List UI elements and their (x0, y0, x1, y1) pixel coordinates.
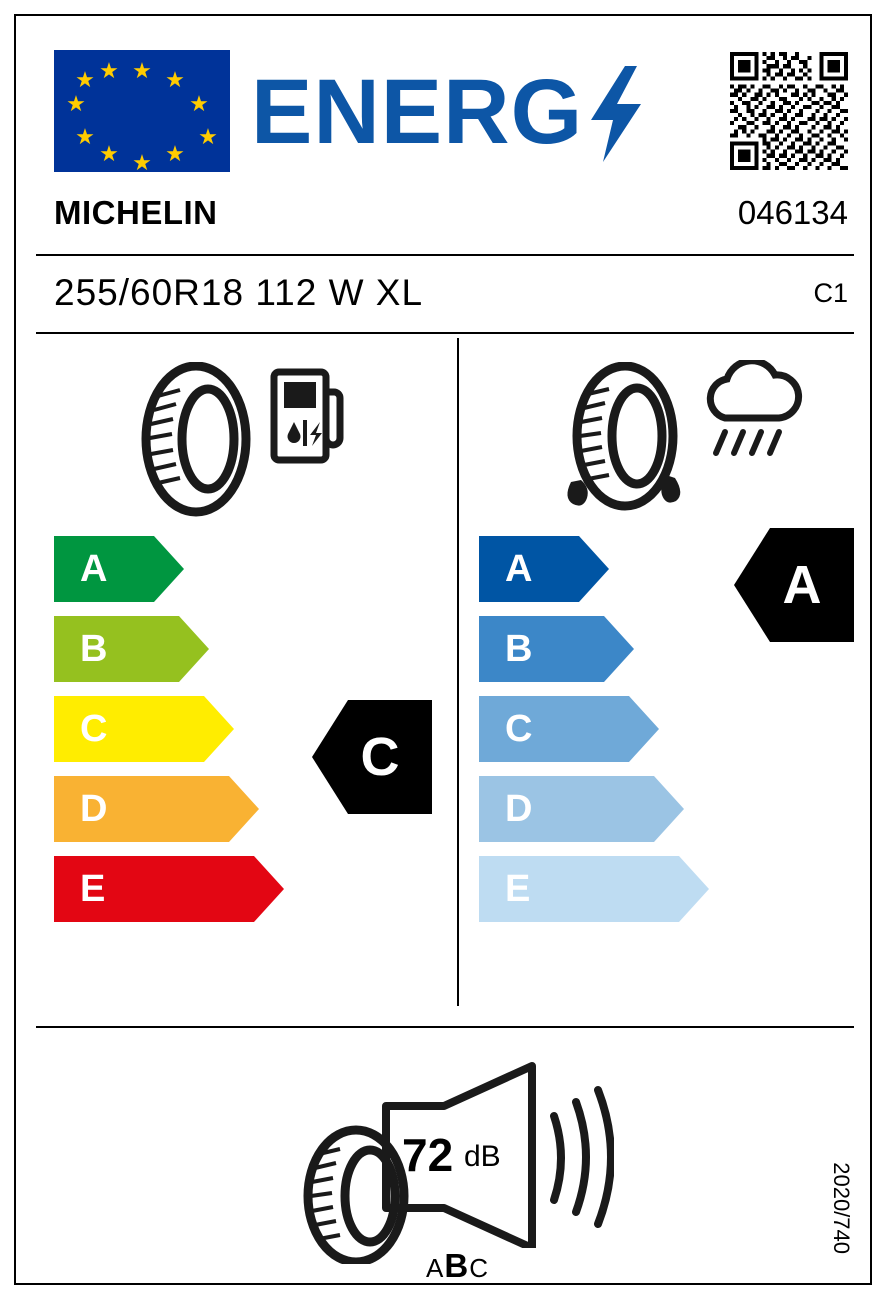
wet-grip-grade-e (479, 856, 719, 922)
wet-grip-rating-letter: A (782, 555, 822, 615)
rain-cloud-icon (697, 360, 807, 470)
fuel-efficiency-panel (36, 338, 456, 1006)
qr-code-icon (730, 52, 848, 170)
brand-name: MICHELIN (54, 194, 218, 231)
wet-grip-grade-a (479, 536, 719, 602)
wet-grip-grade-b-letter: B (505, 628, 533, 670)
wet-grip-rating-marker (734, 528, 854, 642)
tyre-icon (136, 362, 256, 522)
lightning-bolt-icon (589, 66, 643, 158)
tyre-splash-icon (553, 362, 693, 527)
fuel-grade-a-letter: A (80, 548, 108, 590)
tyre-class: C1 (813, 278, 848, 308)
fuel-rating-marker (312, 700, 432, 814)
noise-class-scale: ABC (426, 1247, 489, 1284)
fuel-grade-e (54, 856, 294, 922)
fuel-grade-e-letter: E (80, 868, 106, 910)
wet-grip-grade-e-letter: E (505, 868, 531, 910)
fuel-grade-a (54, 536, 294, 602)
wet-grip-grade-scale (479, 536, 719, 936)
wet-grip-grade-b (479, 616, 719, 682)
fuel-grade-b (54, 616, 294, 682)
wet-grip-grade-d-letter: D (505, 788, 533, 830)
energy-title: ENERG (251, 61, 584, 163)
wet-grip-grade-c (479, 696, 719, 762)
fuel-grade-d-letter: D (80, 788, 108, 830)
divider-top (36, 254, 854, 256)
wet-grip-grade-c-letter: C (505, 708, 533, 750)
panel-divider (457, 338, 459, 1006)
regulation-reference: 2020/740 (829, 1162, 854, 1254)
wet-grip-grade-a-letter: A (505, 548, 533, 590)
fuel-grade-c-letter: C (80, 708, 108, 750)
energy-wordmark (251, 54, 643, 170)
label-header (36, 32, 854, 175)
brand-row (36, 194, 854, 250)
supplier-code: 046134 (737, 194, 848, 231)
fuel-rating-letter: C (360, 727, 400, 787)
noise-panel (36, 1032, 854, 1282)
tyre-size: 255/60R18 112 W XL (54, 272, 424, 313)
fuel-grade-scale (54, 536, 294, 936)
divider-size (36, 332, 854, 334)
tyre-energy-label (14, 14, 872, 1285)
wet-grip-panel (461, 338, 854, 1006)
eu-flag-icon: ★ ★ ★ ★ ★ ★ ★ ★ ★ ★ ★ (54, 50, 230, 172)
size-row (36, 272, 854, 326)
noise-unit: dB (464, 1140, 501, 1173)
divider-noise (36, 1026, 854, 1028)
fuel-grade-b-letter: B (80, 628, 108, 670)
fuel-grade-d (54, 776, 294, 842)
wet-grip-grade-d (479, 776, 719, 842)
fuel-pump-icon (268, 366, 346, 471)
fuel-grade-c (54, 696, 294, 762)
noise-value: 72 (402, 1129, 454, 1181)
